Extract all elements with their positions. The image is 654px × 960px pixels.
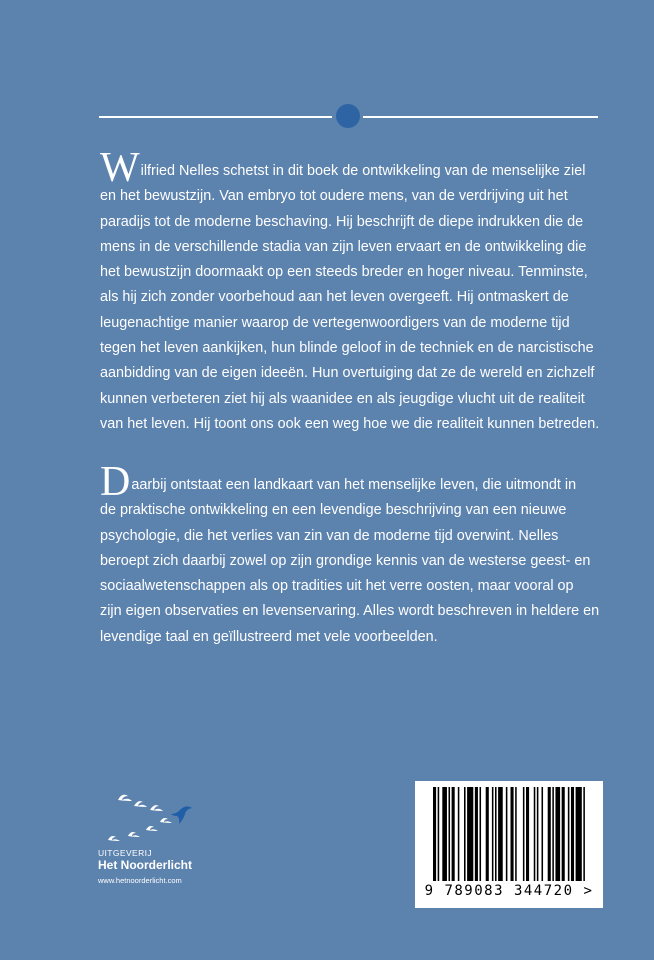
divider-right (363, 116, 598, 118)
publisher-name: Het Noorderlicht (98, 858, 193, 872)
flying-birds-icon (98, 786, 208, 848)
barcode-bar (475, 787, 478, 881)
blurb-line (100, 459, 600, 505)
blurb-paragraph-2 (100, 459, 600, 650)
barcode-bar (562, 787, 565, 881)
barcode-bar (568, 787, 570, 881)
drop-initial: W (100, 145, 140, 191)
barcode-bars (415, 781, 603, 885)
divider-left (99, 116, 332, 118)
barcode-bar (576, 787, 582, 881)
blurb-line: zijn eigen observaties en levenservaring. Alles wordt beschreven in heldere en (100, 603, 600, 620)
barcode-bar (583, 787, 585, 881)
blurb-line: de praktische ontwikkeling en een levendige beschrijving van een nieuwe (100, 502, 567, 519)
publisher-logo (98, 786, 218, 916)
barcode-bar (506, 787, 508, 881)
publisher-label: UITGEVERIJ (98, 848, 153, 858)
blurb-line (100, 145, 600, 191)
blurb-line: het bewustzijn doormaakt op een steeds breder en hoger niveau. Tenminste, (100, 264, 588, 281)
blurb-line: levendige taal en geïllustreerd met vele voorbeelden. (100, 628, 438, 645)
publisher-url[interactable]: www.hetnoorderlicht.com (98, 876, 182, 885)
barcode-bar (498, 787, 503, 881)
blurb-line: als hij zich zonder voorbehoud aan het leven overgeeft. Hij ontmaskert de (100, 289, 569, 306)
barcode-bar (515, 787, 517, 881)
blurb-line-text: aarbij ontstaat een landkaart van het menselijke leven, die uitmondt in (131, 477, 577, 493)
barcode-bar (511, 787, 514, 881)
barcode-bar (458, 787, 460, 881)
blurb-line: kunnen verbeteren ziet hij als waanidee en als jeugdige vlucht uit de realiteit (100, 390, 585, 407)
divider-dot (336, 104, 360, 128)
barcode-bar (433, 787, 436, 881)
blurb-paragraph-1 (100, 145, 600, 437)
blurb-line: leugenachtige manier waarop de vertegenwoordigers van de moderne tijd (100, 314, 570, 331)
barcode-bar (526, 787, 529, 881)
drop-initial: D (100, 459, 131, 505)
blurb-line: sociaalwetenschappen als op tradities uit het verre oosten, maar vooral op (100, 578, 574, 595)
barcode-bar (495, 787, 497, 881)
blurb-line: psychologie, die het verlies van zin van de moderne tijd overwint. Nelles (100, 527, 559, 544)
blurb-line: aanbidding van de eigen ideeën. Hun overtuiging dat ze de wereld en zichzelf (100, 365, 595, 382)
barcode-bar (438, 787, 440, 881)
barcode-bar (452, 787, 455, 881)
barcode-bar (480, 787, 482, 881)
barcode-bar (467, 787, 473, 881)
isbn-digits: 9 789083 344720 > (424, 883, 594, 899)
isbn-barcode (415, 781, 603, 908)
barcode-bar (486, 787, 489, 881)
blurb-line: en het bewustzijn. Van embryo tot oudere mens, van de verdrijving uit het (100, 188, 568, 205)
blurb-line: mens in de verschillende stadia van zijn leven ervaart en de ontwikkeling die (100, 238, 587, 255)
barcode-bar (537, 787, 539, 881)
blurb-line: van het leven. Hij toont ons ook een weg hoe we die realiteit kunnen betreden. (100, 415, 600, 432)
barcode-bar (442, 787, 447, 881)
blurb-line-text: ilfried Nelles schetst in dit boek de ontwikkeling van de menselijke ziel (140, 163, 586, 179)
barcode-bar (523, 787, 525, 881)
blurb-line: tegen het leven aankijken, hun blinde geloof in de techniek en de narcistische (100, 340, 594, 357)
barcode-bar (534, 787, 536, 881)
barcode-bar (449, 787, 451, 881)
barcode-bar (555, 787, 560, 881)
barcode-bar (571, 787, 574, 881)
blurb-line: beroept zich daarbij zowel op zijn grondige kennis van de westerse geest- en (100, 552, 591, 569)
barcode-bar (464, 787, 466, 881)
barcode-bar (552, 787, 554, 881)
barcode-bar (548, 787, 551, 881)
barcode-bar (492, 787, 494, 881)
blurb-line: paradijs tot de moderne beschaving. Hij beschrijft de diepe indrukken die de (100, 213, 584, 230)
barcode-bar (542, 787, 544, 881)
